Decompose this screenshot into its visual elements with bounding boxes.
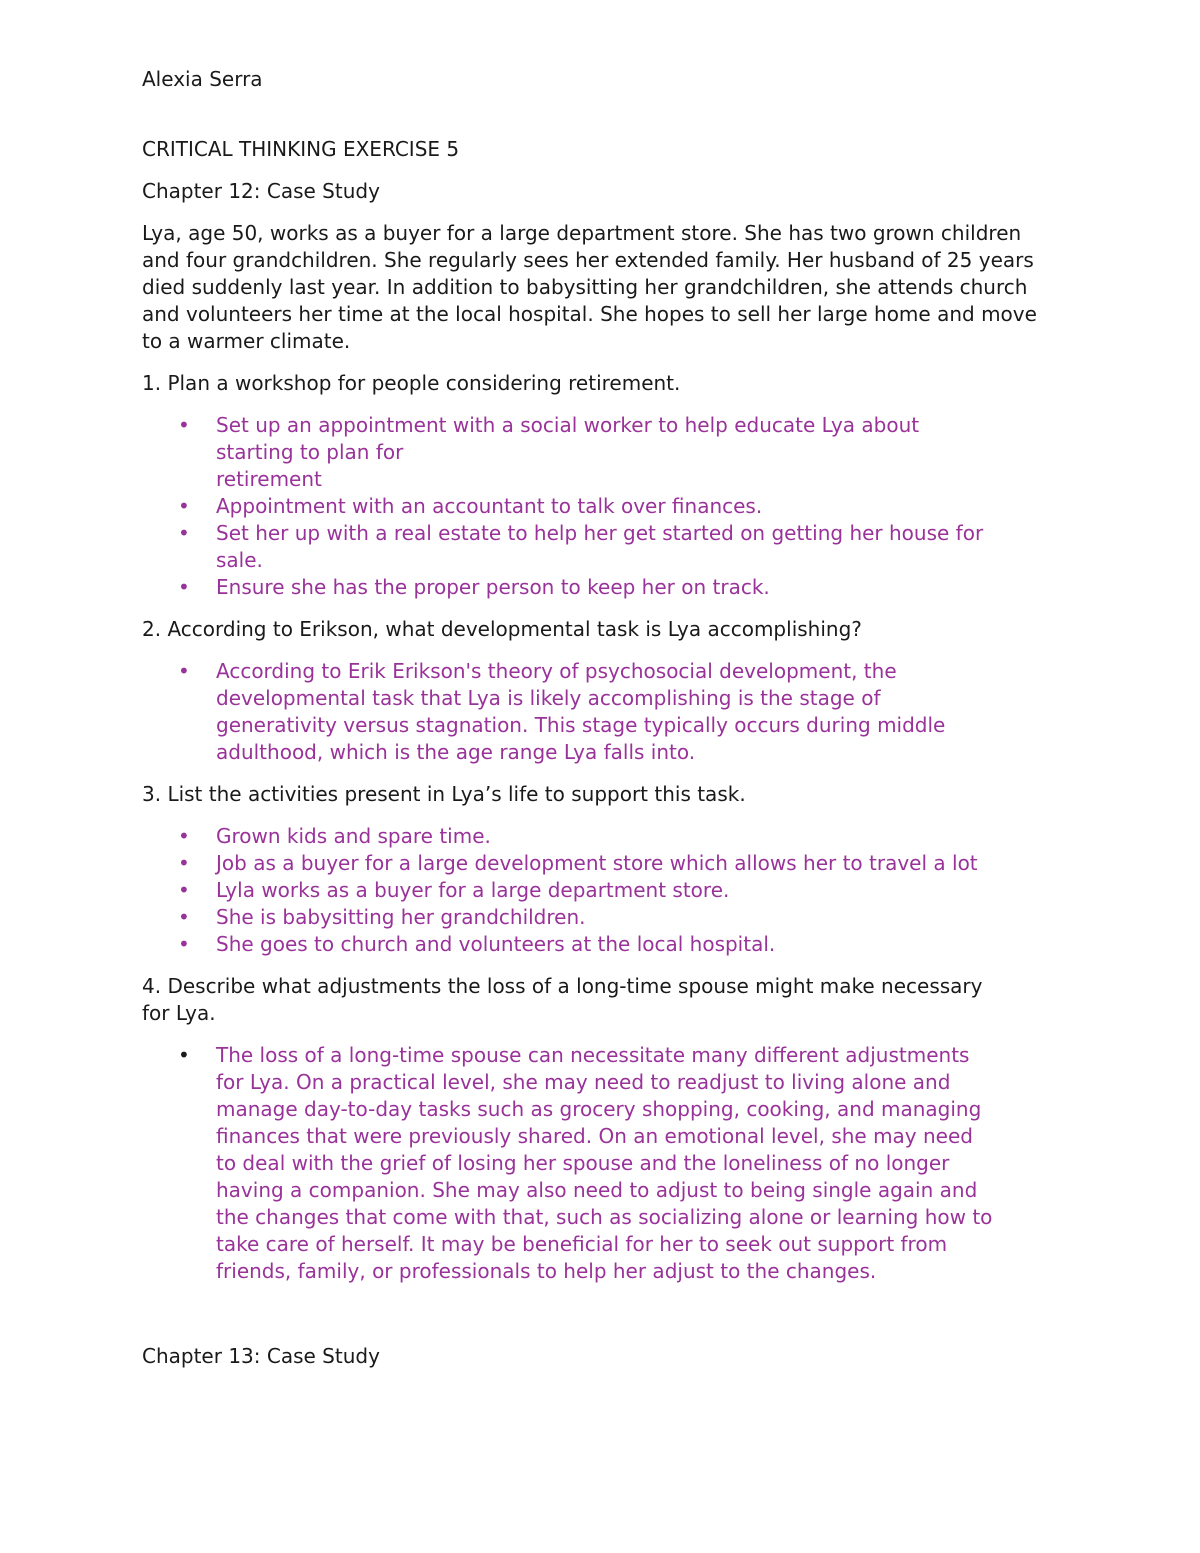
answer-item — [142, 574, 1062, 601]
question-line: 4. Describe what adjustments the loss of a long-time spouse might make necessary — [142, 974, 983, 998]
bullet-icon: • — [178, 932, 190, 956]
bullet-icon: • — [178, 851, 190, 875]
bullet-icon: • — [178, 521, 190, 545]
bullet-icon: • — [178, 494, 190, 518]
answer-list-4 — [142, 1042, 1062, 1285]
answer-line: The loss of a long-time spouse can necessitate many different adjustments — [216, 1043, 970, 1067]
answer-list-1 — [142, 412, 1062, 601]
answer-line: friends, family, or professionals to help her adjust to the changes. — [216, 1259, 877, 1283]
bullet-icon: • — [178, 413, 190, 437]
question-line: for Lya. — [142, 1001, 216, 1025]
bullet-icon: • — [178, 824, 190, 848]
answer-line: retirement — [216, 467, 322, 491]
bullet-icon: • — [178, 659, 190, 683]
answer-line: Lyla works as a buyer for a large department store. — [216, 878, 730, 902]
answer-line: Job as a buyer for a large development store which allows her to travel a lot — [216, 851, 978, 875]
answer-item — [142, 877, 1062, 904]
answer-line: starting to plan for — [216, 440, 404, 464]
answer-line: having a companion. She may also need to adjust to being single again and — [216, 1178, 978, 1202]
bullet-icon: • — [178, 575, 190, 599]
answer-item — [142, 850, 1062, 877]
answer-item — [142, 931, 1062, 958]
case-study-text: Lya, age 50, works as a buyer for a large department store. She has two grown children and four grandchildren. She regularly sees her extended family. Her husband of 25 years died suddenly last year. In addition to babysitting her grandchildren, she attends church and volunteers her time at the local hospital. She hopes to sell her large home and move to a warmer climate. — [142, 221, 1037, 353]
answer-item — [142, 1042, 1062, 1285]
answer-line: adulthood, which is the age range Lya falls into. — [216, 740, 696, 764]
answer-line: the changes that come with that, such as socializing alone or learning how to — [216, 1205, 993, 1229]
question-1: 1. Plan a workshop for people considering retirement. — [142, 371, 681, 395]
answer-line: She is babysitting her grandchildren. — [216, 905, 586, 929]
answer-line: Set her up with a real estate to help her get started on getting her house for — [216, 521, 984, 545]
document-page — [142, 66, 1062, 1370]
chapter-13-heading: Chapter 13: Case Study — [142, 1344, 380, 1368]
answer-line: developmental task that Lya is likely accomplishing is the stage of — [216, 686, 881, 710]
chapter-12-heading: Chapter 12: Case Study — [142, 179, 380, 203]
answer-line: manage day-to-day tasks such as grocery shopping, cooking, and managing — [216, 1097, 982, 1121]
answer-item — [142, 493, 1062, 520]
answer-item — [142, 658, 1062, 766]
question-3: 3. List the activities present in Lya’s life to support this task. — [142, 782, 746, 806]
answer-line: Appointment with an accountant to talk over finances. — [216, 494, 763, 518]
exercise-title: CRITICAL THINKING EXERCISE 5 — [142, 137, 460, 161]
author-name: Alexia Serra — [142, 67, 263, 91]
bullet-icon: • — [178, 1043, 190, 1067]
answer-line: generativity versus stagnation. This stage typically occurs during middle — [216, 713, 946, 737]
answer-line: to deal with the grief of losing her spouse and the loneliness of no longer — [216, 1151, 950, 1175]
bullet-icon: • — [178, 878, 190, 902]
answer-line: for Lya. On a practical level, she may need to readjust to living alone and — [216, 1070, 951, 1094]
answer-line: sale. — [216, 548, 263, 572]
answer-line: She goes to church and volunteers at the local hospital. — [216, 932, 776, 956]
answer-item — [142, 520, 1062, 574]
answer-list-2 — [142, 658, 1062, 766]
answer-item — [142, 904, 1062, 931]
answer-line: finances that were previously shared. On an emotional level, she may need — [216, 1124, 973, 1148]
answer-item — [142, 412, 1062, 493]
answer-list-3 — [142, 823, 1062, 958]
answer-line: Grown kids and spare time. — [216, 824, 491, 848]
questions-section — [142, 370, 1062, 1285]
question-2: 2. According to Erikson, what developmental task is Lya accomplishing? — [142, 617, 862, 641]
answer-line: According to Erik Erikson's theory of psychosocial development, the — [216, 659, 897, 683]
answer-item — [142, 823, 1062, 850]
answer-line: Set up an appointment with a social worker to help educate Lya about — [216, 413, 920, 437]
bullet-icon: • — [178, 905, 190, 929]
answer-line: take care of herself. It may be beneficial for her to seek out support from — [216, 1232, 948, 1256]
question-4 — [142, 973, 1062, 1027]
answer-line: Ensure she has the proper person to keep her on track. — [216, 575, 770, 599]
